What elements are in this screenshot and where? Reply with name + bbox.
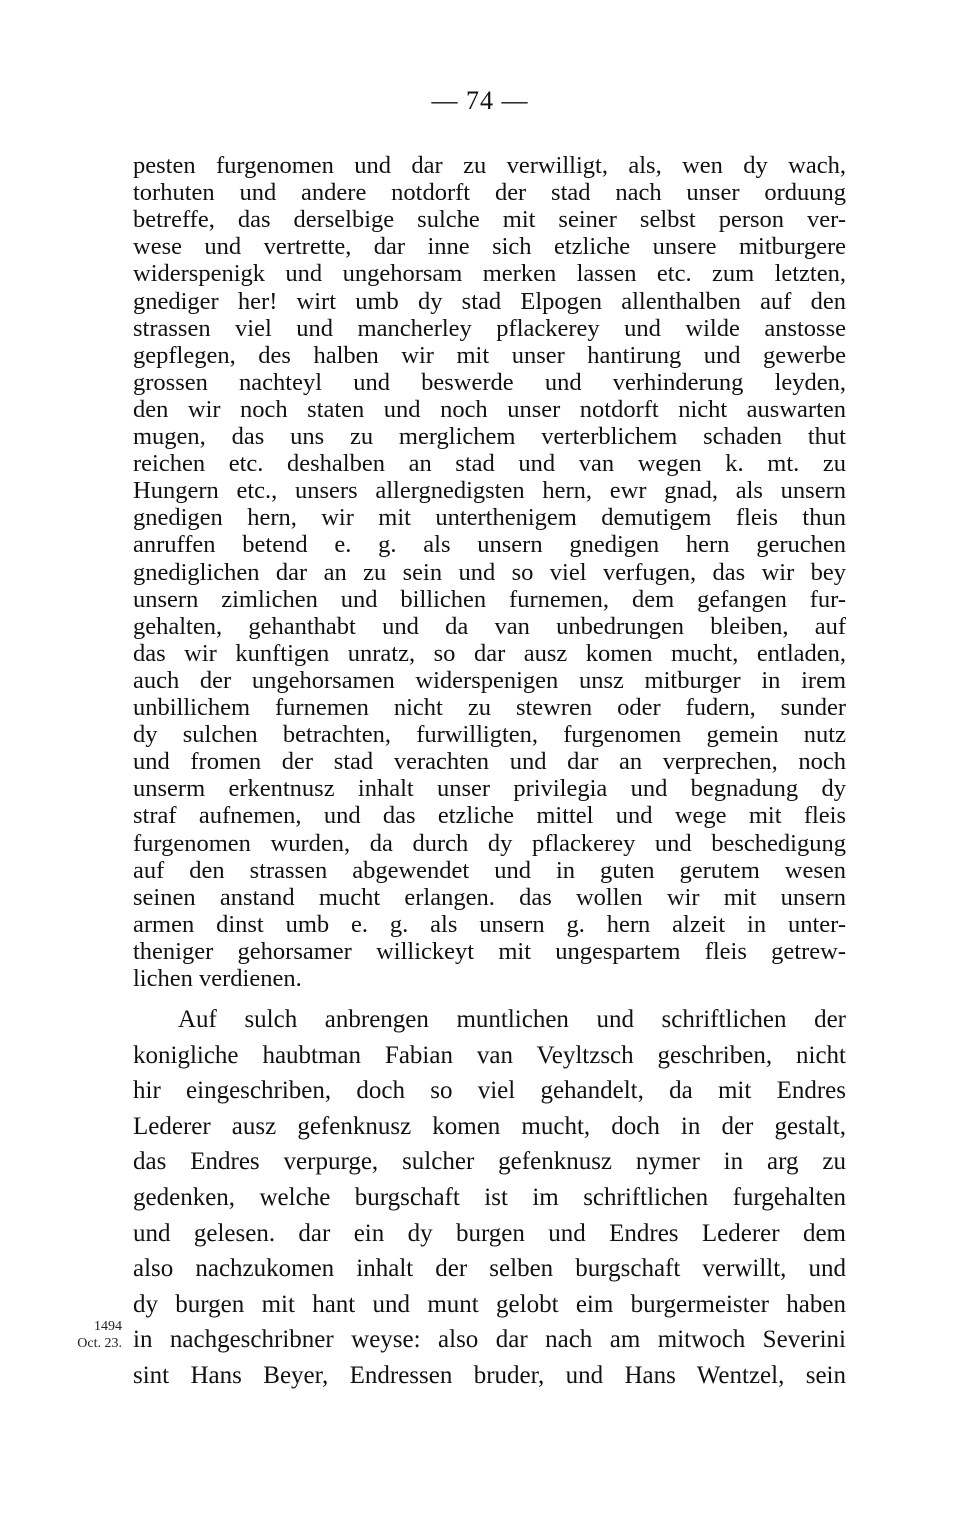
text-line: armen dinst umb e. g. als unsern g. hern alzeit in unter- <box>133 910 846 938</box>
text-line: Hungern etc., unsers allergnedigsten hern, ewr gnad, als unsern <box>133 477 846 505</box>
text-line: dy burgen mit hant und munt gelobt eim burgermeister haben <box>133 1290 846 1318</box>
text-line: seinen anstand mucht erlangen. das wollen wir mit unsern <box>133 883 846 911</box>
text-line: gehalten, gehanthabt und da van unbedrungen bleiben, auf <box>133 612 846 640</box>
text-line: auch der ungehorsamen widerspenigen unsz mitburger in irem <box>133 666 846 694</box>
margin-note-year: 1494 <box>94 1319 122 1334</box>
margin-note <box>44 1318 122 1352</box>
text-line: widerspenigk und ungehorsam merken lassen etc. zum letzten, <box>133 260 846 288</box>
text-line: in nachgeschribner weyse: also dar nach am mitwoch Severini <box>133 1326 846 1354</box>
text-line: sint Hans Beyer, Endressen bruder, und Hans Wentzel, sein <box>133 1362 846 1389</box>
text-line: gnediger her! wirt umb dy stad Elpogen allenthalben auf den <box>133 287 846 315</box>
text-line: das Endres verpurge, sulcher gefenknusz nymer in arg zu <box>133 1148 846 1176</box>
text-line: straf aufnemen, und das etzliche mittel und wege mit fleis <box>133 802 846 830</box>
text-line: gedenken, welche burgschaft ist im schriftlichen furgehalten <box>133 1184 846 1211</box>
text-line: gnedigen hern, wir mit unterthenigem demutigem fleis thun <box>133 504 846 532</box>
text-line: lichen verdienen. <box>133 965 302 992</box>
text-line: strassen viel und mancherley pflackerey und wilde anstosse <box>133 314 846 342</box>
text-line: und gelesen. dar ein dy burgen und Endres Lederer dem <box>133 1219 846 1247</box>
text-line: auf den strassen abgewendet und in guten gerutem wesen <box>133 856 846 884</box>
text-line: reichen etc. deshalben an stad und van wegen k. mt. zu <box>133 450 846 478</box>
text-line: und fromen der stad verachten und dar an verprechen, noch <box>133 748 846 776</box>
text-line: dy sulchen betrachten, furwilligten, furgenomen gemein nutz <box>133 721 846 749</box>
text-line: wese und vertrette, dar inne sich etzliche unsere mitburgere <box>133 233 846 261</box>
text-line: furgenomen wurden, da durch dy pflackerey und beschedigung <box>133 829 846 857</box>
margin-note-date: Oct. 23. <box>77 1336 122 1351</box>
text-line: gepflegen, des halben wir mit unser hantirung und gewerbe <box>133 341 846 369</box>
text-line: hir eingeschriben, doch so viel gehandelt, da mit Endres <box>133 1077 846 1105</box>
text-line: gnediglichen dar an zu sein und so viel verfugen, das wir bey <box>133 558 846 586</box>
text-line: grossen nachteyl und beswerde und verhinderung leyden, <box>133 368 846 396</box>
text-line: also nachzukomen inhalt der selben burgschaft verwillt, und <box>133 1255 846 1283</box>
text-line: das wir kunftigen unratz, so dar ausz komen mucht, entladen, <box>133 639 846 667</box>
text-line: Lederer ausz gefenknusz komen mucht, doch in der gestalt, <box>133 1112 846 1140</box>
text-line: konigliche haubtman Fabian van Veyltzsch geschriben, nicht <box>133 1041 846 1069</box>
text-line: Auf sulch anbrengen muntlichen und schriftlichen der <box>178 1006 846 1033</box>
text-line: mugen, das uns zu merglichem verterblichem schaden thut <box>133 423 846 450</box>
text-line: unbillichem furnemen nicht zu stewren oder fudern, sunder <box>133 694 846 721</box>
text-line: unsern zimlichen und billichen furnemen, dem gefangen fur- <box>133 585 846 613</box>
page-number: — 74 — <box>431 86 529 115</box>
text-line: pesten furgenomen und dar zu verwilligt, als, wen dy wach, <box>133 152 846 179</box>
text-line: unserm erkentnusz inhalt unser privilegia und begnadung dy <box>133 775 846 803</box>
text-line: betreffe, das derselbige sulche mit seiner selbst person ver- <box>133 206 846 234</box>
text-line: torhuten und andere notdorft der stad nach unser orduung <box>133 179 846 207</box>
text-line: den wir noch staten und noch unser notdorft nicht auswarten <box>133 395 846 423</box>
text-line: theniger gehorsamer willickeyt mit ungespartem fleis getrew- <box>133 937 846 965</box>
text-line: anruffen betend e. g. als unsern gnedigen hern geruchen <box>133 531 846 559</box>
